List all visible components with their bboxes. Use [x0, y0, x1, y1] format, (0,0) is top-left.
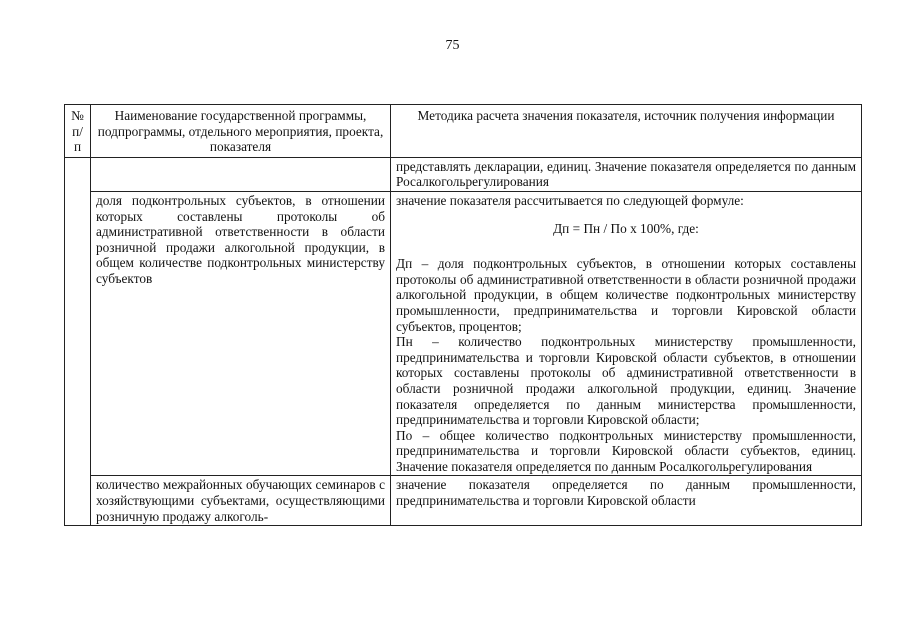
definition-pn: Пн – количество подконтрольных министерству промышленности, предпринимательства и торговли Кировской области субъектов, в отношении которых составлены протоколы об административной ответственности в области розничной продажи алкогольной продукции, единиц. Значение показателя определяется по данным министерства промышленности, предпринимательства и торговли Кировской области; — [396, 334, 856, 428]
table-row — [65, 157, 862, 191]
page-number: 75 — [445, 38, 460, 53]
formula: Дп = Пн / По х 100%, где: — [553, 220, 699, 236]
row-name-cell — [91, 157, 391, 191]
table-row — [65, 476, 862, 526]
row-name-cell: доля подконтрольных субъектов, в отношении которых составлены протоколы об административной ответственности в области розничной продажи алкогольной продукции, в общем количестве подконтрольных министерству субъектов — [91, 191, 391, 476]
definition-po: По – общее количество подконтрольных министерству промышленности, предпринимательства и торговли Кировской области субъектов, единиц. Значение показателя определяется по данным Росалкогольрегулирования — [396, 427, 856, 474]
header-method: Методика расчета значения показателя, источник получения информации — [391, 105, 862, 158]
row-method-cell: представлять декларации, единиц. Значение показателя определяется по данным Росалкогольрегулирования — [391, 157, 862, 191]
row-number-cell — [65, 157, 91, 525]
table-header-row — [65, 105, 862, 158]
definition-dp: Дп – доля подконтрольных субъектов, в отношении которых составлены протоколы об административной ответственности в области розничной продажи алкогольной продукции, в общем количестве подконтрольных министерству промышленности, предпринимательства и торговли Кировской области субъектов, процентов; — [396, 256, 856, 334]
row-name-cell: количество межрайонных обучающих семинаров с хозяйствующими субъектами, осуществляющими розничную продажу алкоголь- — [91, 476, 391, 526]
row-method-cell — [391, 191, 862, 476]
header-name: Наименование государственной программы, подпрограммы, отдельного мероприятия, проекта, показателя — [91, 105, 391, 158]
method-intro: значение показателя рассчитывается по следующей формуле: — [396, 192, 744, 208]
table-row — [65, 191, 862, 476]
row-method-cell: значение показателя определяется по данным промышленности, предпринимательства и торговли Кировской области — [391, 476, 862, 526]
indicator-table — [64, 104, 862, 526]
header-number: № п/п — [65, 105, 91, 158]
